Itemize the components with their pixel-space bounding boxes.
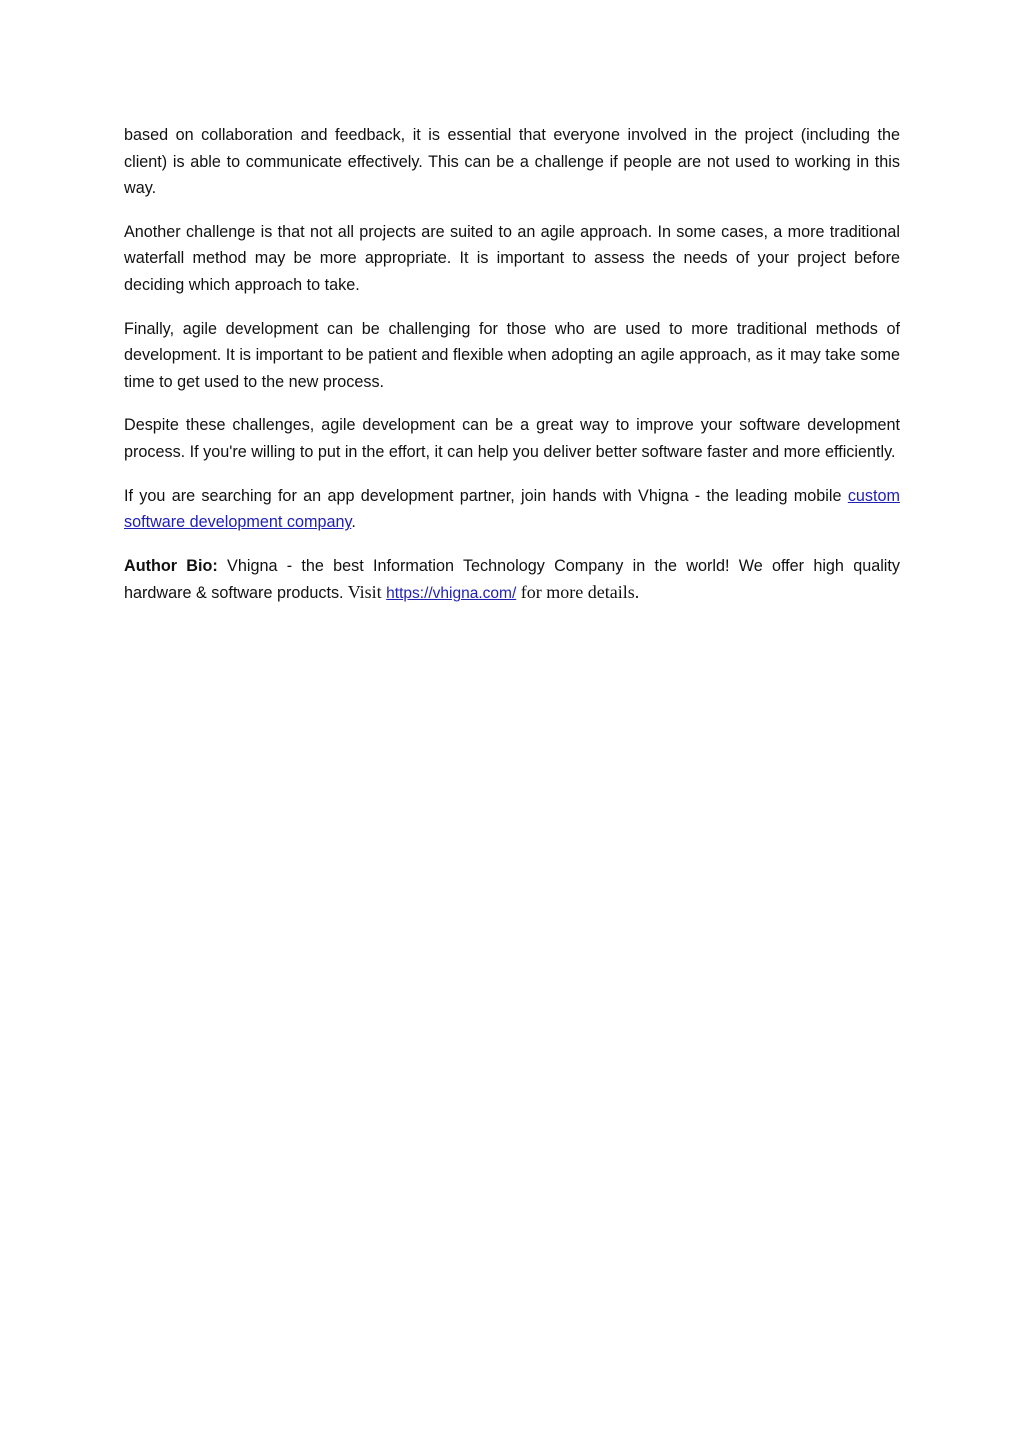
custom-software-link[interactable]: custom software development company — [124, 486, 900, 532]
author-bio-label: Author Bio: — [124, 556, 218, 575]
author-bio-end: for more details. — [516, 582, 640, 603]
author-bio-visit: Visit — [343, 582, 387, 603]
author-bio-text: Vhigna - the best Information Technology Company in the world! We offer high quality hardware & software products. — [124, 556, 900, 603]
paragraph-collaboration: based on collaboration and feedback, it is essential that everyone involved in the project (including the client) is able to communicate effectively. This can be a challenge if people are not used to working in this way. — [124, 126, 900, 198]
partner-end: . — [351, 513, 356, 532]
paragraph-traditional-methods: Finally, agile development can be challenging for those who are used to more traditional methods of development. It is important to be patient and flexible when adopting an agile approach, as it may take some time to get used to the new process. — [124, 319, 900, 391]
partner-text: If you are searching for an app development partner, join hands with Vhigna - the leading mobile — [124, 486, 848, 505]
paragraph-partner — [124, 483, 900, 536]
paragraph-author-bio — [124, 553, 900, 608]
paragraph-suitability: Another challenge is that not all projects are suited to an agile approach. In some cases, a more traditional waterfall method may be more appropriate. It is important to assess the needs of your project before deciding which approach to take. — [124, 222, 900, 294]
vhigna-url-link[interactable]: https://vhigna.com/ — [386, 585, 517, 603]
document-page — [124, 122, 900, 625]
paragraph-conclusion: Despite these challenges, agile development can be a great way to improve your software development process. If you're willing to put in the effort, it can help you deliver better software faster and more efficiently. — [124, 416, 900, 461]
